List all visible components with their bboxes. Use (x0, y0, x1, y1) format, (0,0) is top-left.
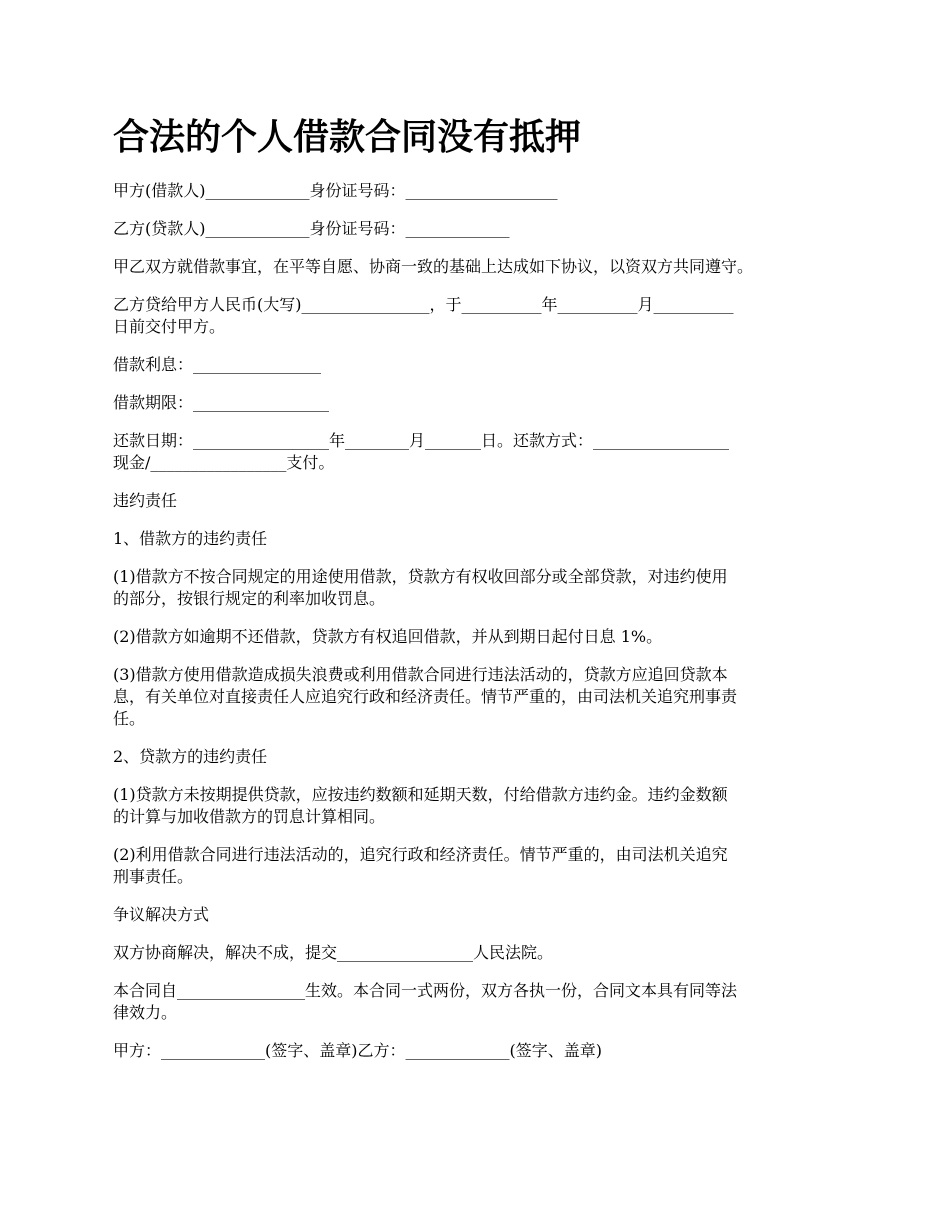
section-heading-dispute: 争议解决方式 (113, 905, 210, 924)
document-body (113, 180, 848, 1078)
subsection-borrower-liability: 1、借款方的违约责任 (113, 529, 268, 548)
lender-clause-2: (2)利用借款合同进行违法活动的，追究行政和经济责任。情节严重的，由司法机关追究 刑事责任。 (113, 845, 728, 886)
effective-clause: 本合同自________________生效。本合同一式两份，双方各执一份，合同文本具有同等法 律效力。 (113, 981, 738, 1022)
agreement-preamble: 甲乙双方就借款事宜，在平等自愿、协商一致的基础上达成如下协议，以资双方共同遵守。 (113, 257, 754, 276)
loan-interest-line: 借款利息：________________ (113, 355, 322, 374)
document-title: 合法的个人借款合同没有抵押 (113, 116, 582, 158)
party-b-line: 乙方(贷款人)_____________身份证号码：_____________ (113, 219, 510, 238)
borrower-clause-3: (3)借款方使用借款造成损失浪费或利用借款合同进行违法活动的，贷款方应追回贷款本 息，有关单位对直接责任人应追究行政和经济责任。情节严重的，由司法机关追究刑事责 任。 (113, 665, 738, 728)
dispute-clause: 双方协商解决，解决不成，提交_________________人民法院。 (113, 943, 554, 962)
subsection-lender-liability: 2、贷款方的违约责任 (113, 747, 268, 766)
lender-clause-1: (1)贷款方未按期提供贷款，应按违约数额和延期天数，付给借款方违约金。违约金数额 的计算与加收借款方的罚息计算相同。 (113, 785, 728, 826)
repayment-clause: 还款日期：_________________年________月_______日。还款方式：_________________ 现金/_________________支付。 (113, 431, 730, 472)
section-heading-liability: 违约责任 (113, 491, 178, 510)
borrower-clause-1: (1)借款方不按合同规定的用途使用借款，贷款方有权收回部分或全部贷款，对违约使用 的部分，按银行规定的利率加收罚息。 (113, 567, 728, 608)
borrower-clause-2: (2)借款方如逾期不还借款，贷款方有权追回借款，并从到期日起付日息 1%。 (113, 627, 663, 646)
loan-term-line: 借款期限：_________________ (113, 393, 330, 412)
party-a-line: 甲方(借款人)_____________身份证号码：___________________ (113, 181, 558, 200)
loan-amount-clause: 乙方贷给甲方人民币(大写)________________，于__________年__________月__________ 日前交付甲方。 (113, 295, 734, 336)
signature-line: 甲方：_____________(签字、盖章)乙方：_____________(签字、盖章) (113, 1041, 602, 1060)
